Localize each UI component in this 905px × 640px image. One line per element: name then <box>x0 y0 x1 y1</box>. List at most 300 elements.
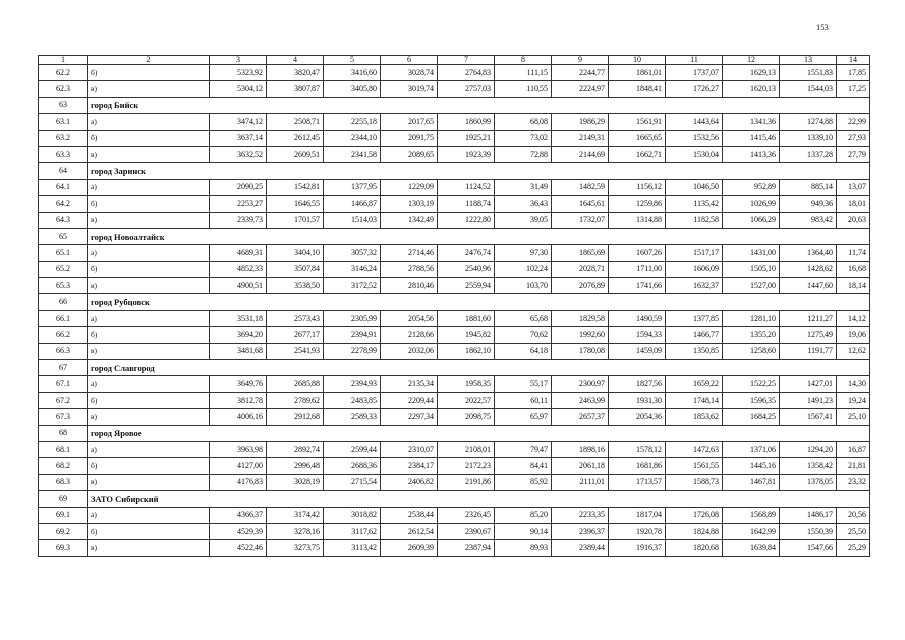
row-code: 68.1 <box>39 441 88 457</box>
value-cell: 1358,42 <box>780 458 837 474</box>
value-cell: 1341,36 <box>723 114 780 130</box>
value-cell: 20,63 <box>837 212 870 228</box>
column-number-header <box>39 56 870 65</box>
value-cell: 952,89 <box>723 179 780 195</box>
value-cell: 3019,74 <box>381 81 438 97</box>
value-cell: 1377,85 <box>666 310 723 326</box>
value-cell: 2090,25 <box>210 179 267 195</box>
value-cell: 3057,32 <box>324 245 381 261</box>
city-name: город Бийск <box>88 97 870 113</box>
value-cell: 2394,91 <box>324 327 381 343</box>
value-cell: 31,49 <box>495 179 552 195</box>
city-heading-row <box>39 425 870 441</box>
table-row <box>39 441 870 457</box>
column-number-cell: 13 <box>780 56 837 65</box>
value-cell: 4176,83 <box>210 474 267 490</box>
value-cell: 1522,25 <box>723 376 780 392</box>
value-cell: 5323,92 <box>210 65 267 81</box>
value-cell: 1992,60 <box>552 327 609 343</box>
value-cell: 1472,63 <box>666 441 723 457</box>
value-cell: 2305,99 <box>324 310 381 326</box>
value-cell: 1466,87 <box>324 196 381 212</box>
row-subitem: в) <box>88 409 210 425</box>
value-cell: 1211,27 <box>780 310 837 326</box>
value-cell: 1646,55 <box>267 196 324 212</box>
row-subitem: б) <box>88 458 210 474</box>
row-subitem: а) <box>88 441 210 457</box>
value-cell: 73,02 <box>495 130 552 146</box>
value-cell: 2144,69 <box>552 146 609 162</box>
value-cell: 65,97 <box>495 409 552 425</box>
value-cell: 2341,58 <box>324 146 381 162</box>
value-cell: 1428,62 <box>780 261 837 277</box>
table-row <box>39 179 870 195</box>
value-cell: 1945,82 <box>438 327 495 343</box>
city-heading-row <box>39 163 870 179</box>
value-cell: 25,50 <box>837 523 870 539</box>
row-code: 67 <box>39 360 88 376</box>
value-cell: 11,74 <box>837 245 870 261</box>
value-cell: 1741,66 <box>609 278 666 294</box>
row-subitem: а) <box>88 376 210 392</box>
tariff-table <box>38 55 870 557</box>
value-cell: 2326,45 <box>438 507 495 523</box>
value-cell: 3820,47 <box>267 65 324 81</box>
row-subitem: в) <box>88 474 210 490</box>
table-row <box>39 245 870 261</box>
value-cell: 2677,17 <box>267 327 324 343</box>
value-cell: 1916,37 <box>609 540 666 556</box>
table-row <box>39 523 870 539</box>
column-number-cell: 4 <box>267 56 324 65</box>
value-cell: 60,11 <box>495 392 552 408</box>
value-cell: 2612,54 <box>381 523 438 539</box>
value-cell: 1642,99 <box>723 523 780 539</box>
value-cell: 1853,62 <box>666 409 723 425</box>
value-cell: 14,30 <box>837 376 870 392</box>
value-cell: 949,36 <box>780 196 837 212</box>
value-cell: 1527,00 <box>723 278 780 294</box>
value-cell: 1931,30 <box>609 392 666 408</box>
value-cell: 1923,39 <box>438 146 495 162</box>
value-cell: 68,08 <box>495 114 552 130</box>
city-heading-row <box>39 97 870 113</box>
value-cell: 23,32 <box>837 474 870 490</box>
value-cell: 1711,00 <box>609 261 666 277</box>
value-cell: 1684,25 <box>723 409 780 425</box>
value-cell: 1726,27 <box>666 81 723 97</box>
value-cell: 1550,39 <box>780 523 837 539</box>
value-cell: 2609,39 <box>381 540 438 556</box>
value-cell: 2483,85 <box>324 392 381 408</box>
value-cell: 1848,41 <box>609 81 666 97</box>
value-cell: 2098,75 <box>438 409 495 425</box>
row-subitem: б) <box>88 523 210 539</box>
value-cell: 2022,57 <box>438 392 495 408</box>
value-cell: 1275,49 <box>780 327 837 343</box>
value-cell: 1881,60 <box>438 310 495 326</box>
value-cell: 1732,07 <box>552 212 609 228</box>
row-code: 63.2 <box>39 130 88 146</box>
value-cell: 64,18 <box>495 343 552 359</box>
row-subitem: в) <box>88 278 210 294</box>
value-cell: 1860,99 <box>438 114 495 130</box>
value-cell: 1378,05 <box>780 474 837 490</box>
city-name: город Заринск <box>88 163 870 179</box>
value-cell: 2128,66 <box>381 327 438 343</box>
value-cell: 2028,71 <box>552 261 609 277</box>
column-number-cell: 2 <box>88 56 210 65</box>
value-cell: 1607,26 <box>609 245 666 261</box>
table-row <box>39 146 870 162</box>
value-cell: 1431,00 <box>723 245 780 261</box>
value-cell: 2344,10 <box>324 130 381 146</box>
value-cell: 2508,71 <box>267 114 324 130</box>
row-code: 63.1 <box>39 114 88 130</box>
value-cell: 1259,86 <box>609 196 666 212</box>
value-cell: 4366,37 <box>210 507 267 523</box>
column-number-cell: 12 <box>723 56 780 65</box>
row-code: 69.2 <box>39 523 88 539</box>
row-subitem: а) <box>88 310 210 326</box>
value-cell: 25,10 <box>837 409 870 425</box>
value-cell: 1046,50 <box>666 179 723 195</box>
value-cell: 1632,37 <box>666 278 723 294</box>
value-cell: 1596,35 <box>723 392 780 408</box>
value-cell: 2300,97 <box>552 376 609 392</box>
value-cell: 2892,74 <box>267 441 324 457</box>
row-code: 67.1 <box>39 376 88 392</box>
value-cell: 2233,35 <box>552 507 609 523</box>
value-cell: 2599,44 <box>324 441 381 457</box>
value-cell: 1665,65 <box>609 130 666 146</box>
value-cell: 1413,36 <box>723 146 780 162</box>
row-code: 65.3 <box>39 278 88 294</box>
value-cell: 1281,10 <box>723 310 780 326</box>
row-subitem: в) <box>88 81 210 97</box>
value-cell: 1567,41 <box>780 409 837 425</box>
table-row <box>39 343 870 359</box>
value-cell: 2573,43 <box>267 310 324 326</box>
value-cell: 90,14 <box>495 523 552 539</box>
value-cell: 3807,87 <box>267 81 324 97</box>
row-code: 69 <box>39 491 88 507</box>
value-cell: 4522,46 <box>210 540 267 556</box>
city-name: город Яровое <box>88 425 870 441</box>
value-cell: 1925,21 <box>438 130 495 146</box>
value-cell: 102,24 <box>495 261 552 277</box>
value-cell: 2396,37 <box>552 523 609 539</box>
value-cell: 1182,58 <box>666 212 723 228</box>
value-cell: 1517,17 <box>666 245 723 261</box>
row-code: 62.3 <box>39 81 88 97</box>
value-cell: 16,87 <box>837 441 870 457</box>
value-cell: 2612,45 <box>267 130 324 146</box>
value-cell: 2688,36 <box>324 458 381 474</box>
value-cell: 84,41 <box>495 458 552 474</box>
value-cell: 1817,04 <box>609 507 666 523</box>
row-code: 64.1 <box>39 179 88 195</box>
column-number-cell: 11 <box>666 56 723 65</box>
row-code: 66.2 <box>39 327 88 343</box>
value-cell: 2657,37 <box>552 409 609 425</box>
value-cell: 22,99 <box>837 114 870 130</box>
value-cell: 17,85 <box>837 65 870 81</box>
value-cell: 2589,33 <box>324 409 381 425</box>
value-cell: 983,42 <box>780 212 837 228</box>
row-subitem: в) <box>88 343 210 359</box>
value-cell: 3474,12 <box>210 114 267 130</box>
value-cell: 3481,68 <box>210 343 267 359</box>
value-cell: 2089,65 <box>381 146 438 162</box>
row-subitem: б) <box>88 392 210 408</box>
value-cell: 1701,57 <box>267 212 324 228</box>
row-code: 64 <box>39 163 88 179</box>
value-cell: 2609,51 <box>267 146 324 162</box>
table-row <box>39 327 870 343</box>
value-cell: 3538,50 <box>267 278 324 294</box>
value-cell: 2476,74 <box>438 245 495 261</box>
row-code: 68.2 <box>39 458 88 474</box>
value-cell: 14,12 <box>837 310 870 326</box>
value-cell: 885,14 <box>780 179 837 195</box>
value-cell: 2714,46 <box>381 245 438 261</box>
column-number-cell: 9 <box>552 56 609 65</box>
table-row <box>39 212 870 228</box>
value-cell: 1532,56 <box>666 130 723 146</box>
value-cell: 4689,31 <box>210 245 267 261</box>
row-code: 68.3 <box>39 474 88 490</box>
value-cell: 2810,46 <box>381 278 438 294</box>
value-cell: 2339,73 <box>210 212 267 228</box>
value-cell: 3812,78 <box>210 392 267 408</box>
value-cell: 17,25 <box>837 81 870 97</box>
value-cell: 2149,31 <box>552 130 609 146</box>
row-code: 69.3 <box>39 540 88 556</box>
value-cell: 97,30 <box>495 245 552 261</box>
column-number-cell: 3 <box>210 56 267 65</box>
value-cell: 1342,49 <box>381 212 438 228</box>
value-cell: 25,29 <box>837 540 870 556</box>
row-subitem: а) <box>88 245 210 261</box>
value-cell: 1124,52 <box>438 179 495 195</box>
value-cell: 1303,19 <box>381 196 438 212</box>
value-cell: 1443,64 <box>666 114 723 130</box>
value-cell: 1337,28 <box>780 146 837 162</box>
value-cell: 2209,44 <box>381 392 438 408</box>
row-code: 63.3 <box>39 146 88 162</box>
value-cell: 1861,01 <box>609 65 666 81</box>
value-cell: 1824,88 <box>666 523 723 539</box>
value-cell: 3405,80 <box>324 81 381 97</box>
value-cell: 1748,14 <box>666 392 723 408</box>
value-cell: 2054,56 <box>381 310 438 326</box>
value-cell: 1222,80 <box>438 212 495 228</box>
row-subitem: в) <box>88 212 210 228</box>
value-cell: 2685,88 <box>267 376 324 392</box>
column-number-cell: 8 <box>495 56 552 65</box>
table-row <box>39 114 870 130</box>
value-cell: 1339,10 <box>780 130 837 146</box>
value-cell: 18,14 <box>837 278 870 294</box>
value-cell: 1726,08 <box>666 507 723 523</box>
value-cell: 1467,81 <box>723 474 780 490</box>
page-number: 153 <box>816 22 829 32</box>
value-cell: 3273,75 <box>267 540 324 556</box>
value-cell: 2108,01 <box>438 441 495 457</box>
value-cell: 1258,60 <box>723 343 780 359</box>
row-code: 65.2 <box>39 261 88 277</box>
row-subitem: б) <box>88 65 210 81</box>
value-cell: 2310,07 <box>381 441 438 457</box>
table-row <box>39 278 870 294</box>
value-cell: 1445,16 <box>723 458 780 474</box>
value-cell: 1862,10 <box>438 343 495 359</box>
value-cell: 2788,56 <box>381 261 438 277</box>
value-cell: 3632,52 <box>210 146 267 162</box>
value-cell: 19,06 <box>837 327 870 343</box>
value-cell: 2224,97 <box>552 81 609 97</box>
value-cell: 1958,35 <box>438 376 495 392</box>
value-cell: 1827,56 <box>609 376 666 392</box>
table-row <box>39 130 870 146</box>
value-cell: 1829,58 <box>552 310 609 326</box>
value-cell: 1188,74 <box>438 196 495 212</box>
value-cell: 2387,94 <box>438 540 495 556</box>
row-code: 66.1 <box>39 310 88 326</box>
table-row <box>39 409 870 425</box>
table-row <box>39 540 870 556</box>
value-cell: 21,81 <box>837 458 870 474</box>
row-subitem: а) <box>88 114 210 130</box>
value-cell: 3028,19 <box>267 474 324 490</box>
value-cell: 2540,96 <box>438 261 495 277</box>
value-cell: 2406,82 <box>381 474 438 490</box>
column-number-cell: 10 <box>609 56 666 65</box>
value-cell: 3278,16 <box>267 523 324 539</box>
value-cell: 1229,09 <box>381 179 438 195</box>
value-cell: 2172,23 <box>438 458 495 474</box>
row-code: 64.3 <box>39 212 88 228</box>
table-row <box>39 261 870 277</box>
row-subitem: б) <box>88 261 210 277</box>
value-cell: 2061,18 <box>552 458 609 474</box>
value-cell: 1780,08 <box>552 343 609 359</box>
value-cell: 2255,18 <box>324 114 381 130</box>
value-cell: 1639,84 <box>723 540 780 556</box>
value-cell: 1547,66 <box>780 540 837 556</box>
row-subitem: в) <box>88 540 210 556</box>
value-cell: 3404,10 <box>267 245 324 261</box>
row-subitem: в) <box>88 146 210 162</box>
value-cell: 1920,78 <box>609 523 666 539</box>
value-cell: 4127,00 <box>210 458 267 474</box>
value-cell: 1415,46 <box>723 130 780 146</box>
value-cell: 3113,42 <box>324 540 381 556</box>
table-row <box>39 65 870 81</box>
column-number-cell: 1 <box>39 56 88 65</box>
row-code: 67.3 <box>39 409 88 425</box>
value-cell: 2757,03 <box>438 81 495 97</box>
value-cell: 2559,94 <box>438 278 495 294</box>
row-subitem: а) <box>88 507 210 523</box>
value-cell: 65,68 <box>495 310 552 326</box>
column-number-cell: 14 <box>837 56 870 65</box>
table-row <box>39 196 870 212</box>
row-code: 64.2 <box>39 196 88 212</box>
value-cell: 1514,03 <box>324 212 381 228</box>
value-cell: 2389,44 <box>552 540 609 556</box>
value-cell: 1561,91 <box>609 114 666 130</box>
row-code: 65 <box>39 228 88 244</box>
value-cell: 1561,55 <box>666 458 723 474</box>
value-cell: 2253,27 <box>210 196 267 212</box>
value-cell: 110,55 <box>495 81 552 97</box>
row-subitem: б) <box>88 130 210 146</box>
table-row <box>39 81 870 97</box>
value-cell: 1898,16 <box>552 441 609 457</box>
value-cell: 1066,29 <box>723 212 780 228</box>
value-cell: 1026,99 <box>723 196 780 212</box>
value-cell: 1486,17 <box>780 507 837 523</box>
value-cell: 55,17 <box>495 376 552 392</box>
city-heading-row <box>39 360 870 376</box>
value-cell: 36,43 <box>495 196 552 212</box>
value-cell: 2244,77 <box>552 65 609 81</box>
value-cell: 2384,17 <box>381 458 438 474</box>
row-code: 68 <box>39 425 88 441</box>
value-cell: 3637,14 <box>210 130 267 146</box>
value-cell: 2390,67 <box>438 523 495 539</box>
value-cell: 4006,16 <box>210 409 267 425</box>
row-code: 65.1 <box>39 245 88 261</box>
value-cell: 2191,86 <box>438 474 495 490</box>
value-cell: 2538,44 <box>381 507 438 523</box>
value-cell: 5304,12 <box>210 81 267 97</box>
value-cell: 2996,48 <box>267 458 324 474</box>
value-cell: 13,07 <box>837 179 870 195</box>
city-name: ЗАТО Сибирский <box>88 491 870 507</box>
value-cell: 1594,33 <box>609 327 666 343</box>
value-cell: 12,62 <box>837 343 870 359</box>
value-cell: 3018,82 <box>324 507 381 523</box>
value-cell: 2135,34 <box>381 376 438 392</box>
value-cell: 1447,60 <box>780 278 837 294</box>
value-cell: 1491,23 <box>780 392 837 408</box>
value-cell: 3649,76 <box>210 376 267 392</box>
value-cell: 3531,18 <box>210 310 267 326</box>
column-number-cell: 5 <box>324 56 381 65</box>
row-subitem: а) <box>88 179 210 195</box>
value-cell: 1350,85 <box>666 343 723 359</box>
value-cell: 1355,20 <box>723 327 780 343</box>
value-cell: 2541,93 <box>267 343 324 359</box>
value-cell: 1662,71 <box>609 146 666 162</box>
value-cell: 85,92 <box>495 474 552 490</box>
value-cell: 1530,04 <box>666 146 723 162</box>
value-cell: 1371,06 <box>723 441 780 457</box>
value-cell: 1737,07 <box>666 65 723 81</box>
table-row <box>39 376 870 392</box>
value-cell: 2912,68 <box>267 409 324 425</box>
city-name: город Новоалтайск <box>88 228 870 244</box>
value-cell: 70,62 <box>495 327 552 343</box>
city-name: город Рубцовск <box>88 294 870 310</box>
value-cell: 2394,93 <box>324 376 381 392</box>
value-cell: 1135,42 <box>666 196 723 212</box>
value-cell: 2463,99 <box>552 392 609 408</box>
value-cell: 1820,68 <box>666 540 723 556</box>
